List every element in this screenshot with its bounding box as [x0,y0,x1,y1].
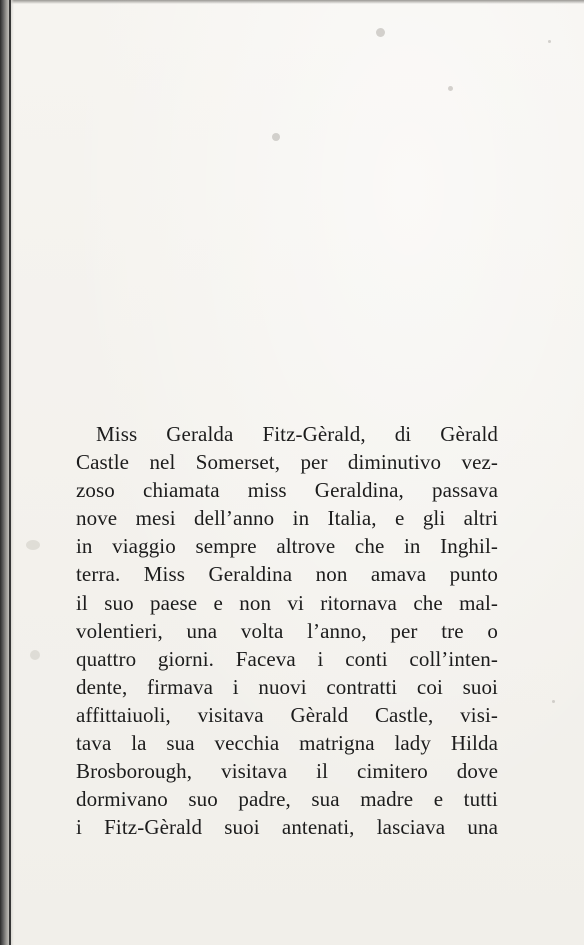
paper-speck [552,700,555,703]
text-line: i Fitz-Gèrald suoi antenati, lasciava una [76,815,498,840]
text-line: zoso chiamata miss Geraldina, passava [76,478,498,503]
book-spine-edge [9,0,11,945]
paper-speck [272,133,280,141]
text-line: Brosborough, visitava il cimitero dove [76,759,498,784]
text-line: in viaggio sempre altrove che in Inghil- [76,534,498,559]
text-line: volentieri, una volta l’anno, per tre o [76,618,498,643]
text-line: quattro giorni. Faceva i conti coll’inten- [76,646,498,671]
paper-speck [548,40,551,43]
text-line: terra. Miss Geraldina non amava punto [76,562,498,587]
paper-speck [26,540,40,550]
book-spine-shadow [0,0,14,945]
text-line: affittaiuoli, visitava Gèrald Castle, visi- [76,702,498,727]
text-line: Castle nel Somerset, per diminutivo vez- [76,450,498,475]
text-line: dente, firmava i nuovi contratti coi suoi [76,674,498,699]
paper-speck [448,86,453,91]
text-line: nove mesi dell’anno in Italia, e gli altri [76,506,498,531]
text-line: tava la sua vecchia matrigna lady Hilda [76,731,498,756]
paper-speck [376,28,385,37]
paper-speck [30,650,40,660]
body-paragraph [76,420,498,841]
page-top-edge [0,0,584,4]
text-line: dormivano suo padre, sua madre e tutti [76,787,498,812]
text-line: Miss Geralda Fitz-Gèrald, di Gèrald [96,422,498,446]
text-line: il suo paese e non vi ritornava che mal- [76,590,498,615]
